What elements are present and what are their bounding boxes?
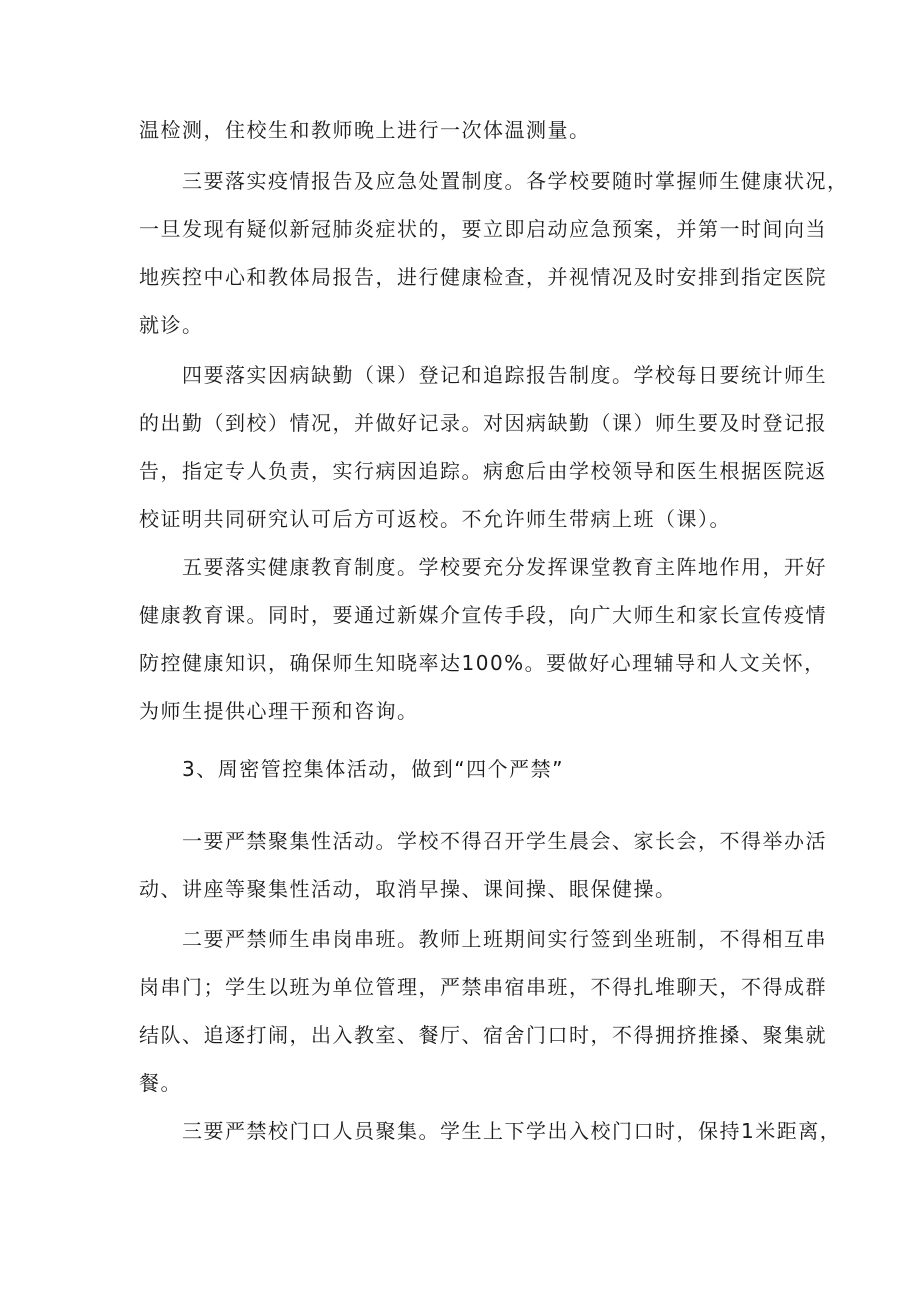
text-line: 一要严禁聚集性活动。学校不得召开学生晨会、家长会，不得举办活: [182, 829, 827, 853]
text-line: 温检测，住校生和教师晚上进行一次体温测量。: [139, 118, 591, 142]
text-line: 二要严禁师生串岗串班。教师上班期间实行签到坐班制，不得相互串: [182, 927, 827, 951]
text-line: 告，指定专人负责，实行病因追踪。病愈后由学校领导和医生根据医院返: [139, 459, 827, 483]
text-line: 动、讲座等聚集性活动，取消早操、课间操、眼保健操。: [139, 877, 677, 901]
text-line: 就诊。: [139, 313, 204, 337]
text-line: 校证明共同研究认可后方可返校。不允许师生带病上班（课）。: [139, 507, 731, 531]
section-heading: 3、周密管控集体活动，做到“四个严禁”: [182, 757, 564, 781]
text-line: 五要落实健康教育制度。学校要充分发挥课堂教育主阵地作用，开好: [182, 555, 827, 579]
text-line: 四要落实因病缺勤（课）登记和追踪报告制度。学校每日要统计师生: [182, 363, 827, 387]
text-line: 三要严禁校门口人员聚集。学生上下学出入校门口时，保持1米距离，: [182, 1119, 842, 1143]
text-line: 地疾控中心和教体局报告，进行健康检查，并视情况及时安排到指定医院: [139, 265, 827, 289]
text-line: 为师生提供心理干预和咨询。: [139, 699, 419, 723]
text-line: 餐。: [139, 1071, 182, 1095]
text-line: 三要落实疫情报告及应急处置制度。各学校要随时掌握师生健康状况，: [182, 169, 849, 193]
text-line: 结队、追逐打闹，出入教室、餐厅、宿舍门口时，不得拥挤推搡、聚集就: [139, 1023, 827, 1047]
text-line: 一旦发现有疑似新冠肺炎症状的，要立即启动应急预案，并第一时间向当: [139, 217, 827, 241]
text-line: 健康教育课。同时，要通过新媒介宣传手段，向广大师生和家长宣传疫情: [139, 603, 827, 627]
text-line: 岗串门；学生以班为单位管理，严禁串宿串班，不得扎堆聊天，不得成群: [139, 975, 827, 999]
text-line: 防控健康知识，确保师生知晓率达100%。要做好心理辅导和人文关怀，: [139, 651, 826, 675]
text-line: 的出勤（到校）情况，并做好记录。对因病缺勤（课）师生要及时登记报: [139, 411, 827, 435]
